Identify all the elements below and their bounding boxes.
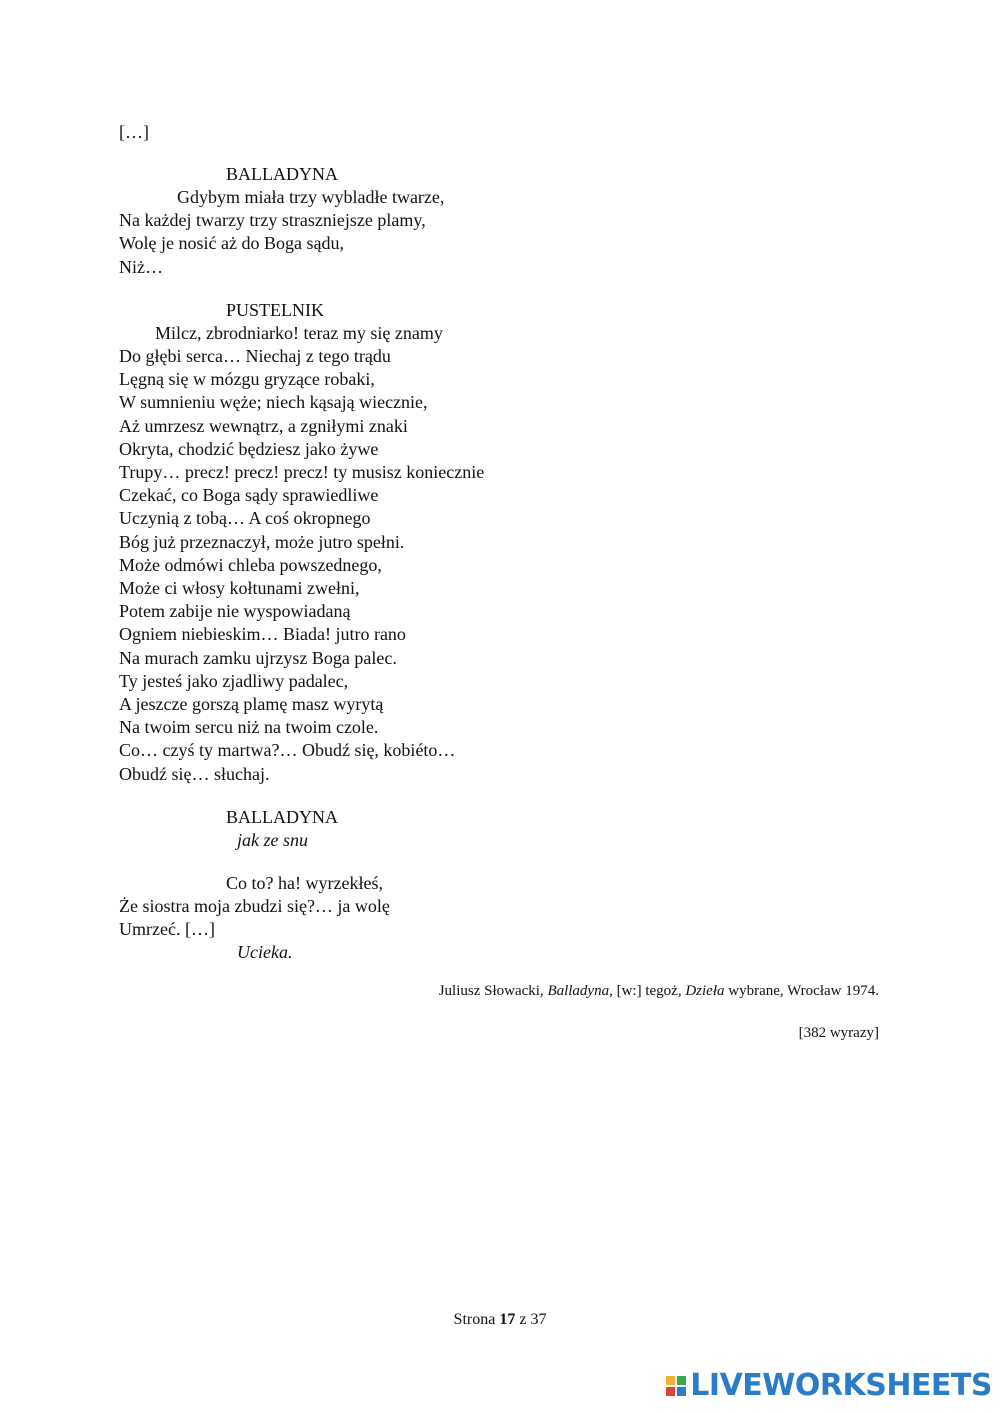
verse-line: Ogniem niebieskim… Biada! jutro rano bbox=[119, 624, 406, 644]
stage-direction: jak ze snu bbox=[237, 830, 308, 850]
verse-line: Potem zabije nie wyspowiadaną bbox=[119, 601, 351, 621]
speaker-balladyna: BALLADYNA bbox=[226, 164, 338, 184]
verse-line: Aż umrzesz wewnątrz, a zgniłymi znaki bbox=[119, 416, 408, 436]
verse-line: Ty jesteś jako zjadliwy padalec, bbox=[119, 671, 349, 691]
page-number: Strona 17 z 37 bbox=[453, 1311, 547, 1328]
verse-line: Milcz, zbrodniarko! teraz my się znamy bbox=[155, 323, 443, 343]
verse-line: Może odmówi chleba powszednego, bbox=[119, 555, 382, 575]
verse-line: Co to? ha! wyrzekłeś, bbox=[226, 873, 383, 893]
verse-line: Trupy… precz! precz! precz! ty musisz koniecznie bbox=[119, 462, 485, 482]
verse-line: Lęgną się w mózgu gryzące robaki, bbox=[119, 369, 375, 389]
verse-line: Na murach zamku ujrzysz Boga palec. bbox=[119, 648, 397, 668]
verse-line: Umrzeć. […] bbox=[119, 919, 215, 939]
verse-line: Wolę je nosić aż do Boga sądu, bbox=[119, 233, 344, 253]
verse-line: Może ci włosy kołtunami zwełni, bbox=[119, 578, 360, 598]
verse-line: Na każdej twarzy trzy straszniejsze plamy, bbox=[119, 210, 426, 230]
verse-line: Gdybym miała trzy wybladłe twarze, bbox=[177, 187, 445, 207]
speaker-balladyna-2: BALLADYNA bbox=[226, 807, 338, 827]
liveworksheets-watermark: LIVEWORKSHEETS bbox=[666, 1368, 992, 1403]
speaker-pustelnik: PUSTELNIK bbox=[226, 300, 324, 320]
verse-line: Do głębi serca… Niechaj z tego trądu bbox=[119, 346, 391, 366]
verse-line: Czekać, co Boga sądy sprawiedliwe bbox=[119, 485, 379, 505]
verse-line: Na twoim sercu niż na twoim czole. bbox=[119, 717, 379, 737]
word-count: [382 wyrazy] bbox=[798, 1025, 879, 1041]
verse-line: Bóg już przeznaczył, może jutro spełni. bbox=[119, 532, 405, 552]
stage-direction: Ucieka. bbox=[237, 942, 293, 962]
liveworksheets-logo-icon bbox=[666, 1376, 686, 1396]
verse-line: W sumnieniu węże; niech kąsają wiecznie, bbox=[119, 392, 428, 412]
ellipsis-marker: […] bbox=[119, 122, 149, 142]
verse-line: Że siostra moja zbudzi się?… ja wolę bbox=[119, 896, 390, 916]
verse-line: Niż… bbox=[119, 257, 163, 277]
verse-line: Okryta, chodzić będziesz jako żywe bbox=[119, 439, 379, 459]
verse-line: Co… czyś ty martwa?… Obudź się, kobiéto… bbox=[119, 740, 456, 760]
verse-line: A jeszcze gorszą plamę masz wyrytą bbox=[119, 694, 384, 714]
source-citation: Juliusz Słowacki, Balladyna, [w:] tegoż, Dzieła wybrane, Wrocław 1974. bbox=[438, 983, 879, 999]
verse-line: Uczynią z tobą… A coś okropnego bbox=[119, 508, 371, 528]
verse-line: Obudź się… słuchaj. bbox=[119, 764, 270, 784]
